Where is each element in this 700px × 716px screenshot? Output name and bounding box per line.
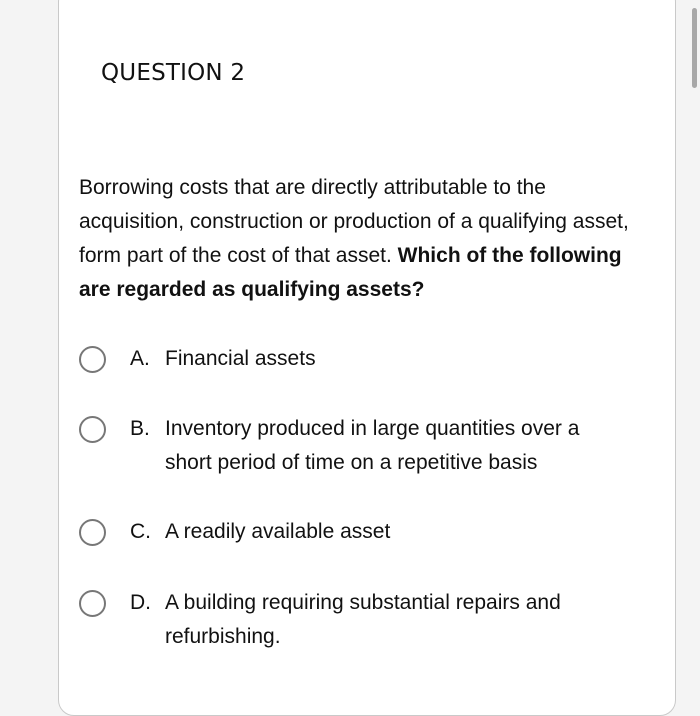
answer-option-c[interactable] [79, 519, 639, 549]
question-text-bold: Which of the following are regarded as qualifying assets? [79, 244, 622, 301]
question-text-plain: Borrowing costs that are directly attributable to the acquisition, construction or production of a qualifying asset, form part of the cost of that asset. [79, 176, 629, 267]
option-letter-a: A. [130, 347, 150, 370]
radio-button-b[interactable] [79, 416, 106, 443]
option-text-c: A readily available asset [165, 520, 391, 543]
option-text-d: A building requiring substantial repairs and refurbishing. [165, 591, 561, 648]
question-text [79, 171, 639, 307]
vertical-scrollbar[interactable] [692, 8, 697, 88]
option-letter-c: C. [130, 520, 151, 543]
radio-button-c[interactable] [79, 519, 106, 546]
radio-button-a[interactable] [79, 346, 106, 373]
option-letter-b: B. [130, 417, 150, 440]
question-title: QUESTION 2 [101, 60, 246, 86]
option-text-a: Financial assets [165, 347, 316, 370]
radio-button-d[interactable] [79, 590, 106, 617]
answer-option-b[interactable] [79, 416, 639, 480]
answer-option-d[interactable] [79, 590, 639, 654]
option-letter-d: D. [130, 591, 151, 614]
answer-option-a[interactable] [79, 346, 639, 376]
option-text-b: Inventory produced in large quantities over a short period of time on a repetitive basis [165, 417, 580, 474]
